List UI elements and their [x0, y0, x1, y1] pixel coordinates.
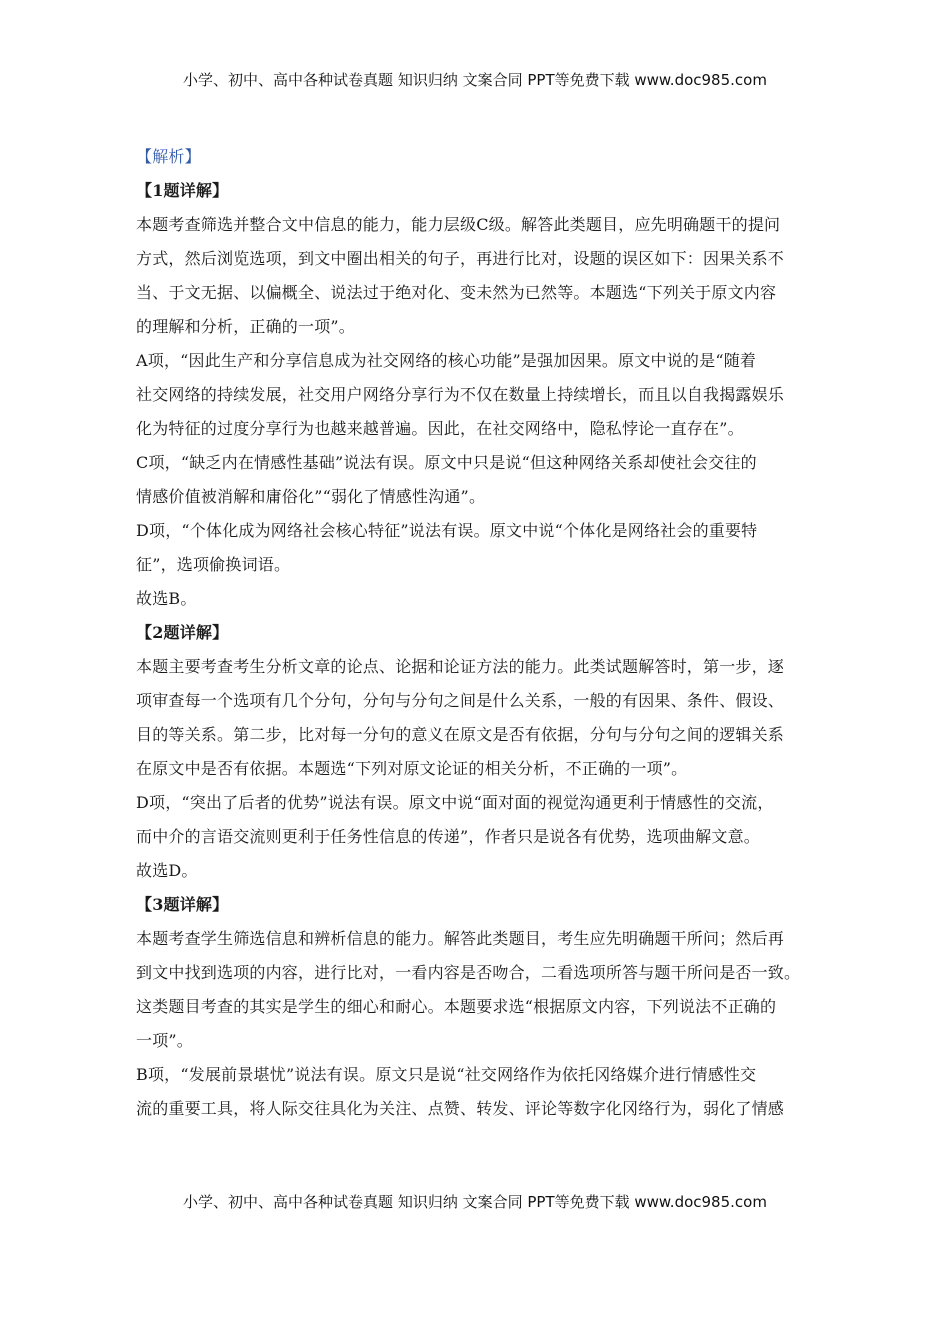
paragraph-line: 化为特征的过度分享行为也越来越普遍。因此，在社交网络中，隐私悖论一直存在”。 [136, 419, 744, 438]
header-banner: 小学、初中、高中各种试卷真题 知识归纳 文案合同 PPT等免费下载 www.doc985.com [183, 71, 767, 89]
q1-heading: 【1题详解】 [136, 181, 229, 200]
paragraph-line: 当、于文无据、以偏概全、说法过于绝对化、变未然为已然等。本题选“下列关于原文内容 [136, 283, 777, 302]
paragraph-line: 情感价值被消解和庸俗化”“弱化了情感性沟通”。 [136, 487, 486, 506]
paragraph-line: 这类题目考查的其实是学生的细心和耐心。本题要求选“根据原文内容，下列说法不正确的 [136, 997, 777, 1016]
paragraph-line: 本题考查筛选并整合文中信息的能力，能力层级C级。解答此类题目，应先明确题干的提问 [136, 215, 781, 234]
paragraph-line: A项，“因此生产和分享信息成为社交网络的核心功能”是强加因果。原文中说的是“随着 [136, 351, 757, 370]
analysis-label: 【解析】 [136, 147, 201, 166]
paragraph-line: 项审查每一个选项有几个分句，分句与分句之间是什么关系，一般的有因果、条件、假设、 [136, 691, 785, 710]
paragraph-line: 方式，然后浏览选项，到文中圈出相关的句子，再进行比对，设题的误区如下：因果关系不 [136, 249, 785, 268]
paragraph-line: 流的重要工具，将人际交往具化为关注、点赞、转发、评论等数字化冈络行为，弱化了情感 [136, 1099, 785, 1118]
paragraph-line: 社交网络的持续发展，社交用户网络分享行为不仅在数量上持续增长，而且以自我揭露娱乐 [136, 385, 785, 404]
paragraph-line: B项，“发展前景堪忧”说法有误。原文只是说“社交网络作为依托冈络媒介进行情感性交 [136, 1065, 757, 1084]
paragraph-line: D项，“个体化成为网络社会核心特征”说法有误。原文中说“个体化是网络社会的重要特 [136, 521, 758, 540]
document-body [136, 140, 816, 1126]
paragraph-line: C项，“缺乏内在情感性基础”说法有误。原文中只是说“但这种网络关系却使社会交往的 [136, 453, 757, 472]
paragraph-line: 一项”。 [136, 1031, 193, 1050]
paragraph-line: 的理解和分析，正确的一项”。 [136, 317, 355, 336]
q2-heading: 【2题详解】 [136, 623, 229, 642]
paragraph-line: 在原文中是否有依据。本题选“下列对原文论证的相关分析，不正确的一项”。 [136, 759, 688, 778]
footer-banner: 小学、初中、高中各种试卷真题 知识归纳 文案合同 PPT等免费下载 www.doc985.com [183, 1193, 767, 1211]
paragraph-line: 故选B。 [136, 589, 197, 608]
paragraph-line: 到文中找到选项的内容，进行比对，一看内容是否吻合，二看选项所答与题干所问是否一致。 [136, 963, 801, 982]
paragraph-line: 征”，选项偷换词语。 [136, 555, 291, 574]
paragraph-line: 目的等关系。第二步，比对每一分句的意义在原文是否有依据，分句与分句之间的逻辑关系 [136, 725, 785, 744]
paragraph-line: 而中介的言语交流则更利于任务性信息的传递”，作者只是说各有优势，选项曲解文意。 [136, 827, 760, 846]
paragraph-line: D项，“突出了后者的优势”说法有误。原文中说“面对面的视觉沟通更利于情感性的交流， [136, 793, 774, 812]
paragraph-line: 本题主要考查考生分析文章的论点、论据和论证方法的能力。此类试题解答时，第一步，逐 [136, 657, 785, 676]
paragraph-line: 故选D。 [136, 861, 198, 880]
paragraph-line: 本题考查学生筛选信息和辨析信息的能力。解答此类题目，考生应先明确题干所问；然后再 [136, 929, 785, 948]
q3-heading: 【3题详解】 [136, 895, 229, 914]
